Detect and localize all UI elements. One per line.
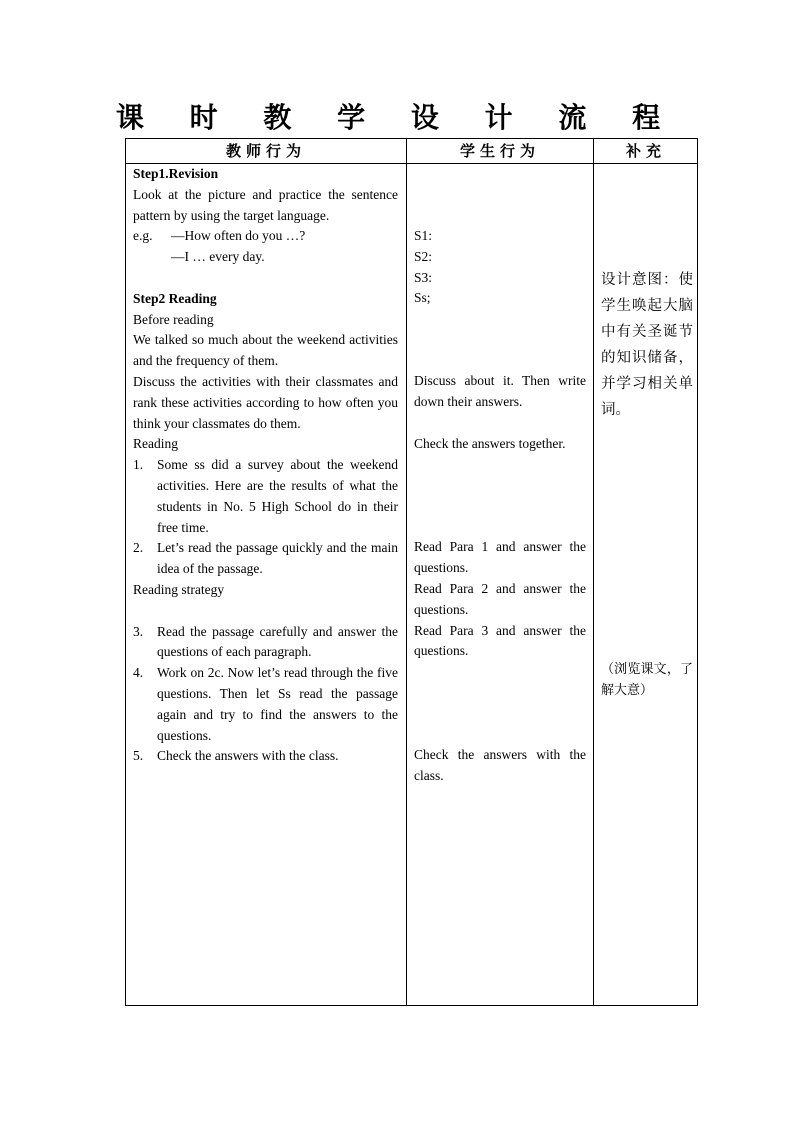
column-divider [593,139,594,1005]
supplement-column [601,164,693,701]
browse-text-note: （浏览课文，了解大意） [601,662,693,698]
student-s1: S1: [414,228,433,243]
header-teacher-behavior: 教师行为 [225,142,306,160]
student-para-1: Read Para 1 and answer the questions. [414,539,586,576]
student-check-together: Check the answers together. [414,435,566,451]
column-divider [406,139,407,1005]
header-supplement: 补充 [625,142,666,160]
lesson-plan-table [125,138,698,1006]
list-item: 3. Read the passage carefully and answer the questions of each paragraph. [133,623,398,660]
list-item: 4. Work on 2c. Now let’s read through the five questions. Then let Ss read the passage again and try to find the answers to the questions. [133,665,398,743]
reading-label: Reading [133,436,178,452]
step1-text: Look at the picture and practice the sentence pattern by using the target language. [133,186,398,223]
student-column [414,164,586,787]
example-label: e.g. [133,228,153,244]
page-title: 课 时 教 学 设 计 流 程 [115,101,679,134]
list-item: 2. Let’s read the passage quickly and the main idea of the passage. [133,540,398,577]
student-s3: S3: [414,269,433,285]
example-line-1 [133,226,398,247]
student-discuss: Discuss about it. Then write down their answers. [414,373,586,409]
student-para-3: Read Para 3 and answer the questions. [414,622,586,659]
student-check-class: Check the answers with the class. [414,747,586,783]
student-s2: S2: [414,248,433,264]
teacher-column [133,164,398,767]
step2-heading: Step2 Reading [133,290,217,306]
header-student-behavior: 学生行为 [459,142,540,160]
example-question: —How often do you …? [171,228,306,244]
before-reading-text-1: We talked so much about the weekend activities and the frequency of them. [133,332,398,369]
student-ss: Ss; [414,290,431,306]
student-para-2: Read Para 2 and answer the questions. [414,580,586,617]
step1-heading: Step1.Revision [133,166,219,181]
list-item: 1. Some ss did a survey about the weekend activities. Here are the results of what the students in No. 5 High School do in their free time. [133,457,398,535]
example-answer: —I … every day. [171,249,265,265]
before-reading-text-2: Discuss the activities with their classmates and rank these activities according to how often you think your classmates do them. [133,373,398,431]
list-item: 5. Check the answers with the class. [133,748,339,764]
reading-strategy-label: Reading strategy [133,581,225,597]
design-intent-note: 设计意图：使学生唤起大脑中有关圣诞节的知识储备，并学习相关单词。 [601,272,693,418]
before-reading-label: Before reading [133,311,214,327]
